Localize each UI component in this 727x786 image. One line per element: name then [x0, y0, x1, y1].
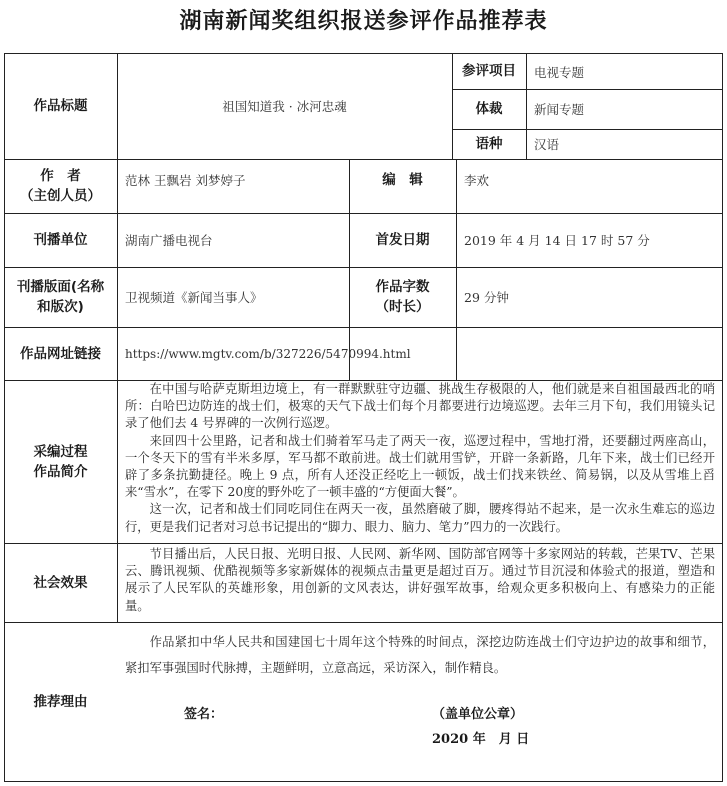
first-date-value: 2019 年 4 月 14 日 17 时 57 分 [464, 233, 650, 248]
layout-label-line1: 刊播版面(名称 [16, 279, 105, 295]
authors-value: 范林 王飘岩 刘梦婷子 [125, 173, 246, 188]
border-right [722, 53, 723, 782]
category-label: 参评项目 [462, 63, 516, 79]
process-paragraph: 在中国与哈萨克斯坦边境上，有一群默默驻守边疆、挑战生存极限的人，他们就是来自祖国最西北的哨所：白哈巴边防连的战士们，极寒的天气下战士们每个月都要进行边境巡逻。去年三月下旬，我们用镜头记录了他们去 4 号界碑的一次例行巡逻。 [125, 382, 715, 431]
url-value[interactable]: https://www.mgtv.com/b/327226/5470994.html [125, 346, 411, 361]
process-paragraph: 来回四十公里路，记者和战士们骑着军马走了两天一夜，巡逻过程中，雪地打滑，还要翻过两座高山，一个冬天下的雪有半米多厚，军马都不敢前进。战士们就用雪铲，开辟一条新路，几年下来，战士们已经开辟了多条抗勤捷径。晚上 9 点，所有人还没正经吃上一顿饭，战士们找来铁丝、简易锅，以及从雪堆上舀来“雪水”，在零下 20度的野外吃了一顿丰盛的“方便面大餐”。 [125, 433, 715, 500]
recommendation-form [4, 53, 723, 782]
language-value: 汉语 [534, 137, 560, 152]
page-title: 湖南新闻奖组织报送参评作品推荐表 [179, 9, 548, 34]
length-label [349, 267, 456, 327]
process-paragraph: 这一次，记者和战士们同吃同住在两天一夜，虽然磨破了脚，腰疼得站不起来，是一次永生难忘的巡边行，更是我们记者对习总书记提出的“脚力、眼力、脑力、笔力”四力的一次践行。 [125, 502, 715, 534]
border-bottom [4, 781, 723, 782]
layout-label-line2: 和版次) [37, 299, 84, 315]
process-label-line2: 作品简介 [33, 463, 88, 480]
seal-label: （盖单位公章） [432, 707, 524, 722]
effect-label: 社会效果 [33, 574, 88, 591]
reason-label: 推荐理由 [33, 693, 88, 710]
layout-label [4, 267, 117, 327]
url-label: 作品网址链接 [20, 345, 101, 362]
effect-text [125, 546, 715, 620]
work-title-label: 作品标题 [33, 98, 88, 114]
layout-value: 卫视频道《新闻当事人》 [125, 290, 263, 305]
first-date-label: 首发日期 [375, 232, 430, 248]
work-title-value: 祖国知道我 · 冰河忠魂 [222, 99, 347, 114]
reason-paragraph: 作品紧扣中华人民共和国建国七十周年这个特殊的时间点，深挖边防连战士们守边护边的故事和细节，紧扣军事强国时代脉搏，主题鲜明，立意高远，采访深入，制作精良。 [125, 635, 715, 675]
process-label [4, 380, 117, 543]
category-value: 电视专题 [534, 65, 585, 80]
signature-label: 签名： [184, 707, 224, 722]
process-label-line1: 采编过程 [33, 443, 88, 460]
author-label [4, 159, 117, 213]
author-label-line2: （主创人员） [20, 188, 101, 204]
genre-value: 新闻专题 [534, 102, 585, 117]
signature-date: 2020 年 月 日 [432, 732, 530, 747]
genre-label: 体裁 [475, 101, 503, 117]
unit-label: 刊播单位 [33, 232, 88, 248]
unit-value: 湖南广播电视台 [125, 233, 213, 248]
author-label-line1: 作 者 [40, 168, 81, 184]
length-label-line1: 作品字数 [375, 279, 430, 295]
language-label: 语种 [475, 136, 503, 152]
effect-paragraph: 节目播出后，人民日报、光明日报、人民网、新华网、国防部官网等十多家网站的转载，芒果TV、芒果云、腾讯视频、优酷视频等多家新媒体的视频点击量更是超过百万。通过节目沉浸和体验式的报道，塑造和展示了人民军队的英雄形象，用创新的文风表达，讲好强军故事，给观众更多积极向上、有感染力的正能量。 [125, 547, 715, 613]
editor-label: 编 辑 [382, 172, 423, 188]
length-value: 29 分钟 [464, 290, 509, 305]
editor-value: 李欢 [464, 173, 490, 188]
process-text [125, 381, 715, 541]
reason-text [125, 629, 715, 689]
length-label-line2: （时长） [375, 299, 430, 315]
